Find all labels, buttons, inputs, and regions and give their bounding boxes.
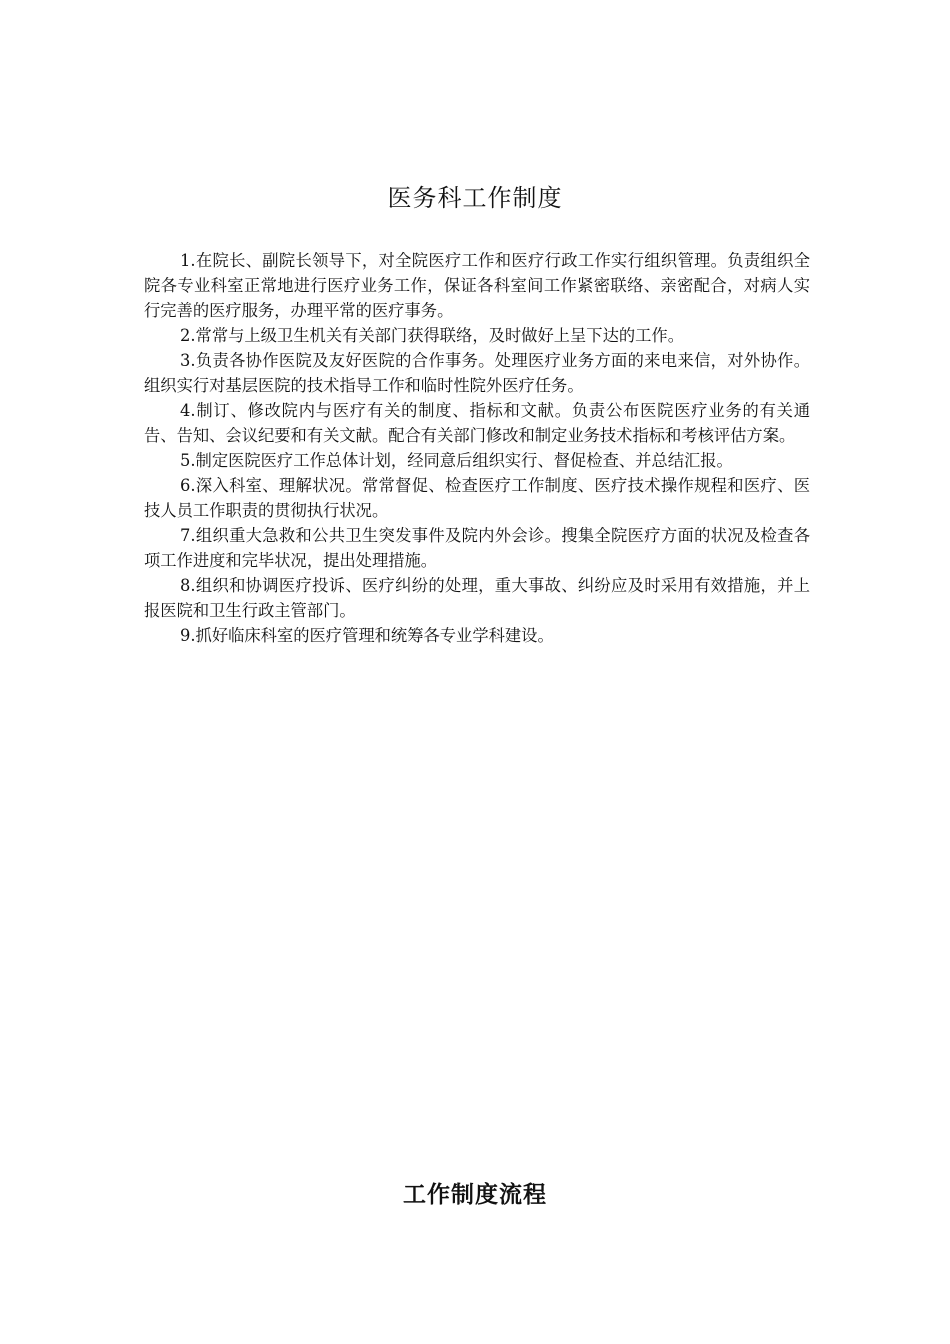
paragraph-5: 5.制定医院医疗工作总体计划，经同意后组织实行、督促检查、并总结汇报。 [180,451,733,470]
paragraph-3: 3.负责各协作医院及友好医院的合作事务。处理医疗业务方面的来电来信，对外协作。组织实行对基层医院的技术指导工作和临时性院外医疗任务。 [144,351,810,395]
document-body [144,248,810,648]
paragraph-1: 1.在院长、副院长领导下，对全院医疗工作和医疗行政工作实行组织管理。负责组织全院各专业科室正常地进行医疗业务工作，保证各科室间工作紧密联络、亲密配合，对病人实行完善的医疗服务，办理平常的医疗事务。 [144,251,810,320]
paragraph-6: 6.深入科室、理解状况。常常督促、检查医疗工作制度、医疗技术操作规程和医疗、医技人员工作职责的贯彻执行状况。 [144,476,810,520]
section-title: 工作制度流程 [403,1182,547,1208]
paragraph-7: 7.组织重大急救和公共卫生突发事件及院内外会诊。搜集全院医疗方面的状况及检查各项工作进度和完毕状况，提出处理措施。 [144,526,810,570]
paragraph-4: 4.制订、修改院内与医疗有关的制度、指标和文献。负责公布医院医疗业务的有关通告、告知、会议纪要和有关文献。配合有关部门修改和制定业务技术指标和考核评估方案。 [144,401,810,445]
paragraph-2: 2.常常与上级卫生机关有关部门获得联络，及时做好上呈下达的工作。 [180,326,684,345]
paragraph-9: 9.抓好临床科室的医疗管理和统筹各专业学科建设。 [180,626,554,645]
paragraph-8: 8.组织和协调医疗投诉、医疗纠纷的处理，重大事故、纠纷应及时采用有效措施，并上报医院和卫生行政主管部门。 [144,576,810,620]
document-title: 医务科工作制度 [387,184,563,212]
